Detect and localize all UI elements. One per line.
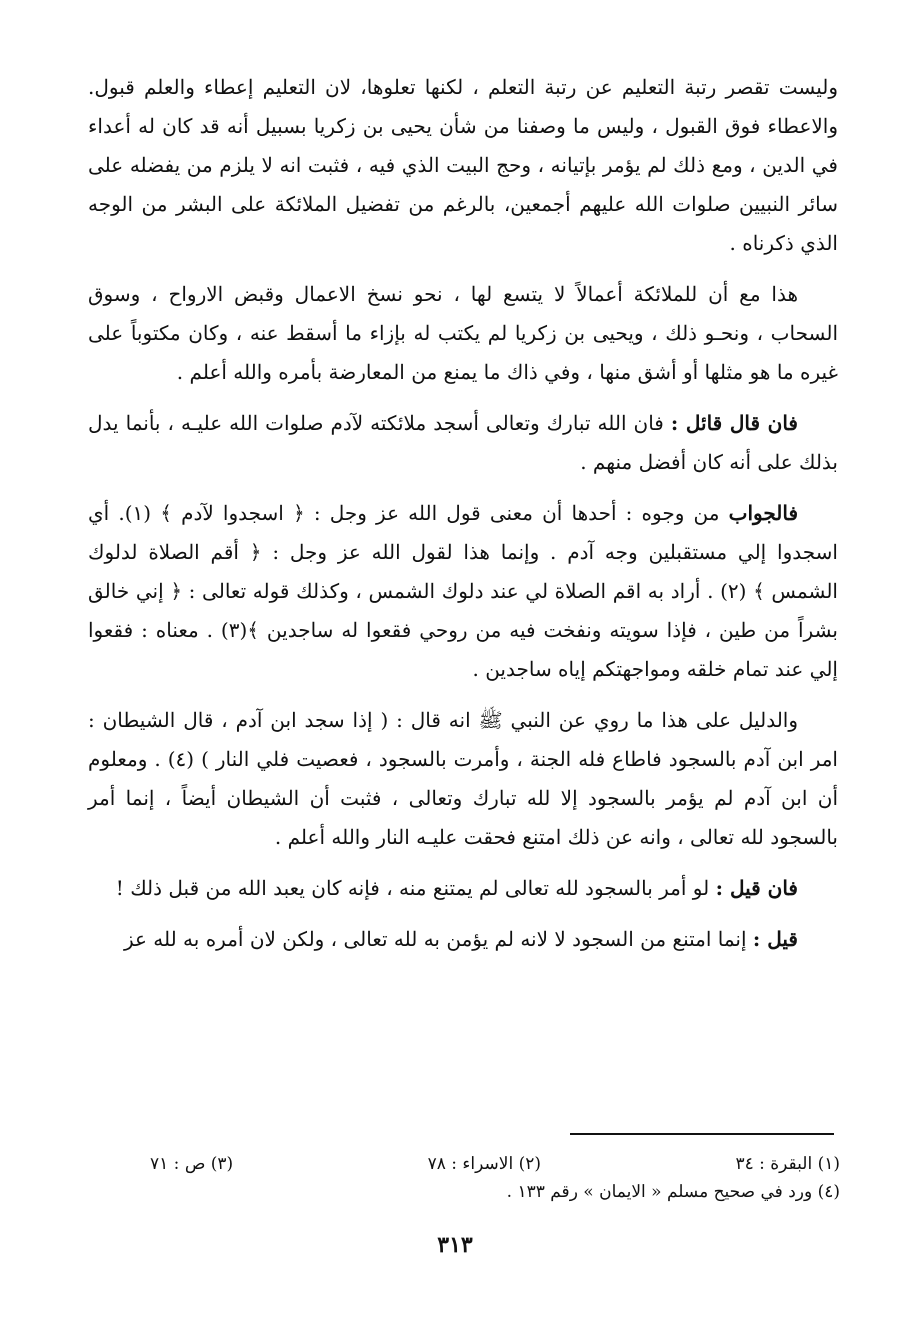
footnotes (150, 1150, 840, 1206)
paragraph-text: لو أمر بالسجود لله تعالى لم يمتنع منه ، فإنه كان يعبد الله من قبل ذلك ! (115, 876, 716, 900)
paragraph-text: والدليل على هذا ما روي عن النبي ﷺ انه قال : ( إذا سجد ابن آدم ، قال الشيطان : امر ابن آدم بالسجود فاطاع فله الجنة ، وأمرت بالسجود ، فعصيت فلي النار ) (٤) . ومعلوم أن ابن آدم لم يؤمر بالسجود إلا لله تبارك وتعالى ، فثبت أن الشيطان أيضاً ، إنما أمر بالسجود لله تعالى ، وانه عن ذلك امتنع فحقت عليـه النار والله أعلم . (88, 708, 838, 849)
page-number: ٣١٣ (437, 1232, 473, 1258)
footnote-4: (٤) ورد في صحيح مسلم « الايمان » رقم ١٣٣ . (506, 1182, 840, 1202)
main-text (88, 68, 838, 971)
paragraph-lead: قيل : (752, 927, 798, 951)
paragraph-text: فان الله تبارك وتعالى أسجد ملائكته لآدم صلوات الله عليـه ، بأنما يدل بذلك على أنه كان أفضل منهم . (88, 411, 838, 474)
paragraph-text: من وجوه : أحدها أن معنى قول الله عز وجل : ﴿ اسجدوا لآدم ﴾ (١). أي اسجدوا إلي مستقبلين وجه آدم . وإنما هذا لقول الله عز وجل : ﴿ أقم الصلاة لدلوك الشمس ﴾ (٢) . أراد به اقم الصلاة لي عند دلوك الشمس ، وكذلك قوله تعالى : ﴿ إني خالق بشراً من طين ، فإذا سويته ونفخت فيه من روحي فقعوا له ساجدين ﴾(٣) . معناه : فقعوا إلي عند تمام خلقه ومواجهتكم إياه ساجدين . (88, 501, 838, 681)
paragraph-4 (88, 494, 838, 689)
footnote-1: (١) البقرة : ٣٤ (735, 1154, 840, 1174)
paragraph-6 (88, 869, 838, 908)
paragraph-7 (88, 920, 838, 959)
footnote-divider (570, 1133, 834, 1135)
paragraph-text: وليست تقصر رتبة التعليم عن رتبة التعلم ، لكنها تعلوها، لان التعليم إعطاء والعلم قبول. والاعطاء فوق القبول ، وليس ما وصفنا من شأن يحيى بن زكريا بسبيل أنه قد كان له أعداء في الدين ، ومع ذلك لم يؤمر بإتيانه ، وحج البيت الذي فيه ، فثبت انه لا يلزم من يفضله على سائر النبيين صلوات الله عليهم أجمعين، بالرغم من تفضيل الملائكة على البشر من الوجه الذي ذكرناه . (88, 75, 838, 255)
paragraph-lead: فالجواب (728, 501, 798, 525)
footnote-2: (٢) الاسراء : ٧٨ (427, 1154, 542, 1174)
paragraph-5 (88, 701, 838, 857)
footnote-3: (٣) ص : ٧١ (150, 1154, 234, 1174)
paragraph-text: هذا مع أن للملائكة أعمالاً لا يتسع لها ، نحو نسخ الاعمال وقبض الارواح ، وسوق السحاب ، ونحـو ذلك ، ويحيى بن زكريا لم يكتب له بإزاء ما أسقط عنه ، وكان مكتوباً على غيره ما هو مثلها أو أشق منها ، وفي ذاك ما يمنع من المعارضة بأمره والله أعلم . (88, 282, 838, 384)
paragraph-2 (88, 275, 838, 392)
paragraph-lead: فان قال قائل : (670, 411, 798, 435)
paragraph-lead: فان قيل : (715, 876, 798, 900)
paragraph-3 (88, 404, 838, 482)
paragraph-text: إنما امتنع من السجود لا لانه لم يؤمن به لله تعالى ، ولكن لان أمره به لله عز (123, 927, 753, 951)
footnote-row (150, 1150, 840, 1178)
paragraph-1 (88, 68, 838, 263)
